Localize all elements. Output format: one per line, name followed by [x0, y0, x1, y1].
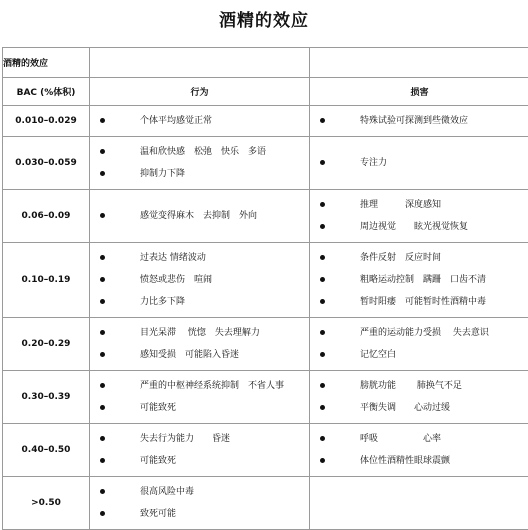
- table-row: [3, 243, 528, 318]
- list-item-text: 过表达 情绪波动: [140, 253, 206, 263]
- impairment-cell: [310, 318, 528, 371]
- list-item-text: 暂时阳痿 可能暂时性酒精中毒: [360, 297, 486, 307]
- behavior-list: [90, 318, 309, 370]
- behavior-cell: [90, 424, 310, 477]
- behavior-cell: [90, 190, 310, 243]
- bullet-icon: [100, 213, 105, 218]
- table-row: [3, 137, 528, 190]
- impairment-cell: [310, 137, 528, 190]
- impairment-cell: [310, 371, 528, 424]
- bullet-icon: [100, 436, 105, 441]
- bac-range-cell: 0.20–0.29: [3, 318, 90, 371]
- bullet-icon: [320, 352, 325, 357]
- list-item: [310, 216, 528, 238]
- list-item-text: 记忆空白: [360, 350, 396, 360]
- list-item: [90, 503, 309, 525]
- table-row: [3, 106, 528, 137]
- list-item: [310, 269, 528, 291]
- bullet-icon: [320, 277, 325, 282]
- bullet-icon: [320, 330, 325, 335]
- list-item-text: 抑制力下降: [140, 169, 185, 179]
- list-item-text: 温和欣快感 松弛 快乐 多语: [140, 147, 266, 157]
- bac-range-cell: 0.30–0.39: [3, 371, 90, 424]
- impairment-cell: [310, 424, 528, 477]
- behavior-list: [90, 201, 309, 231]
- behavior-cell: [90, 106, 310, 137]
- bullet-icon: [100, 383, 105, 388]
- bullet-icon: [100, 118, 105, 123]
- impairment-list: [310, 190, 528, 242]
- behavior-list: [90, 371, 309, 423]
- bullet-icon: [320, 458, 325, 463]
- list-item: [90, 291, 309, 313]
- impairment-cell: [310, 243, 528, 318]
- bullet-icon: [320, 383, 325, 388]
- behavior-list: [90, 106, 309, 136]
- list-item-text: 可能致死: [140, 456, 176, 466]
- table-row: [3, 318, 528, 371]
- bullet-icon: [100, 149, 105, 154]
- bullet-icon: [100, 277, 105, 282]
- list-item-text: 膀胱功能 肺换气不足: [360, 381, 462, 391]
- list-item-text: 失去行为能力 昏迷: [140, 434, 230, 444]
- bullet-icon: [320, 202, 325, 207]
- bac-range-cell: 0.010–0.029: [3, 106, 90, 137]
- list-item-text: 专注力: [360, 158, 387, 168]
- table-row: [3, 190, 528, 243]
- list-item: [90, 344, 309, 366]
- page-title: 酒精的效应: [0, 6, 528, 31]
- behavior-cell: [90, 243, 310, 318]
- table-row: [3, 371, 528, 424]
- list-item: [310, 110, 528, 132]
- list-item: [310, 344, 528, 366]
- list-item-text: 条件反射 反应时间: [360, 253, 441, 263]
- behavior-list: [90, 137, 309, 189]
- header-impairment: 损害: [310, 78, 528, 106]
- list-item: [90, 450, 309, 472]
- behavior-cell: [90, 477, 310, 530]
- list-item: [90, 481, 309, 503]
- list-item: [90, 141, 309, 163]
- bullet-icon: [100, 458, 105, 463]
- list-item: [90, 397, 309, 419]
- list-item-text: 感知受损 可能陷入昏迷: [140, 350, 239, 360]
- bullet-icon: [100, 511, 105, 516]
- list-item: [310, 322, 528, 344]
- impairment-list: [310, 371, 528, 423]
- list-item-text: 推理 深度感知: [360, 200, 441, 210]
- bullet-icon: [100, 352, 105, 357]
- impairment-cell: [310, 477, 528, 530]
- bac-range-cell: >0.50: [3, 477, 90, 530]
- list-item: [310, 194, 528, 216]
- list-item: [90, 205, 309, 227]
- behavior-cell: [90, 371, 310, 424]
- list-item-text: 可能致死: [140, 403, 176, 413]
- bullet-icon: [100, 255, 105, 260]
- corner-label: 酒精的效应: [3, 48, 90, 78]
- list-item-text: 周边视觉 眩光视觉恢复: [360, 222, 468, 232]
- list-item-text: 呼吸 心率: [360, 434, 441, 444]
- bullet-icon: [100, 405, 105, 410]
- impairment-cell: [310, 106, 528, 137]
- behavior-cell: [90, 318, 310, 371]
- list-item-text: 感觉变得麻木 去抑制 外向: [140, 211, 257, 221]
- header-row: [3, 78, 528, 106]
- behavior-list: [90, 477, 309, 529]
- bullet-icon: [100, 171, 105, 176]
- bullet-icon: [320, 436, 325, 441]
- list-item: [90, 247, 309, 269]
- impairment-list: [310, 106, 528, 136]
- list-item-text: 平衡失调 心动过缓: [360, 403, 450, 413]
- list-item: [310, 247, 528, 269]
- impairment-list: [310, 424, 528, 476]
- list-item: [310, 428, 528, 450]
- list-item-text: 粗略运动控制 蹒跚 口齿不清: [360, 275, 486, 285]
- impairment-list: [310, 148, 528, 178]
- list-item-text: 严重的中枢神经系统抑制 不省人事: [140, 381, 284, 391]
- behavior-list: [90, 424, 309, 476]
- impairment-list: [310, 318, 528, 370]
- alcohol-effects-table: [2, 47, 528, 530]
- list-item-text: 个体平均感觉正常: [140, 116, 212, 126]
- list-item: [90, 428, 309, 450]
- list-item-text: 目光呆滞 恍惚 失去理解力: [140, 328, 260, 338]
- bac-range-cell: 0.10–0.19: [3, 243, 90, 318]
- bullet-icon: [320, 255, 325, 260]
- list-item: [90, 322, 309, 344]
- header-behavior: 行为: [90, 78, 310, 106]
- empty-cell: [90, 48, 310, 78]
- list-item-text: 体位性酒精性眼球震颤: [360, 456, 450, 466]
- bullet-icon: [320, 224, 325, 229]
- impairment-cell: [310, 190, 528, 243]
- table-row: [3, 477, 528, 530]
- bac-range-cell: 0.030–0.059: [3, 137, 90, 190]
- bullet-icon: [320, 118, 325, 123]
- impairment-list: [310, 243, 528, 317]
- list-item-text: 特殊试验可探测到些微效应: [360, 116, 468, 126]
- list-item: [90, 269, 309, 291]
- behavior-cell: [90, 137, 310, 190]
- bullet-icon: [320, 160, 325, 165]
- table-title-row: [3, 48, 528, 78]
- bullet-icon: [320, 299, 325, 304]
- table-row: [3, 424, 528, 477]
- bullet-icon: [100, 330, 105, 335]
- list-item-text: 力比多下降: [140, 297, 185, 307]
- header-bac: BAC (%体积): [3, 78, 90, 106]
- list-item-text: 愤怒或悲伤 喧闹: [140, 275, 212, 285]
- bullet-icon: [100, 299, 105, 304]
- bac-range-cell: 0.06–0.09: [3, 190, 90, 243]
- list-item: [310, 397, 528, 419]
- empty-cell: [310, 48, 528, 78]
- list-item: [310, 450, 528, 472]
- list-item-text: 致死可能: [140, 509, 176, 519]
- list-item-text: 严重的运动能力受损 失去意识: [360, 328, 489, 338]
- list-item: [90, 375, 309, 397]
- list-item: [90, 163, 309, 185]
- behavior-list: [90, 243, 309, 317]
- list-item: [310, 291, 528, 313]
- list-item: [310, 152, 528, 174]
- bac-range-cell: 0.40–0.50: [3, 424, 90, 477]
- list-item-text: 很高风险中毒: [140, 487, 194, 497]
- bullet-icon: [320, 405, 325, 410]
- list-item: [90, 110, 309, 132]
- list-item: [310, 375, 528, 397]
